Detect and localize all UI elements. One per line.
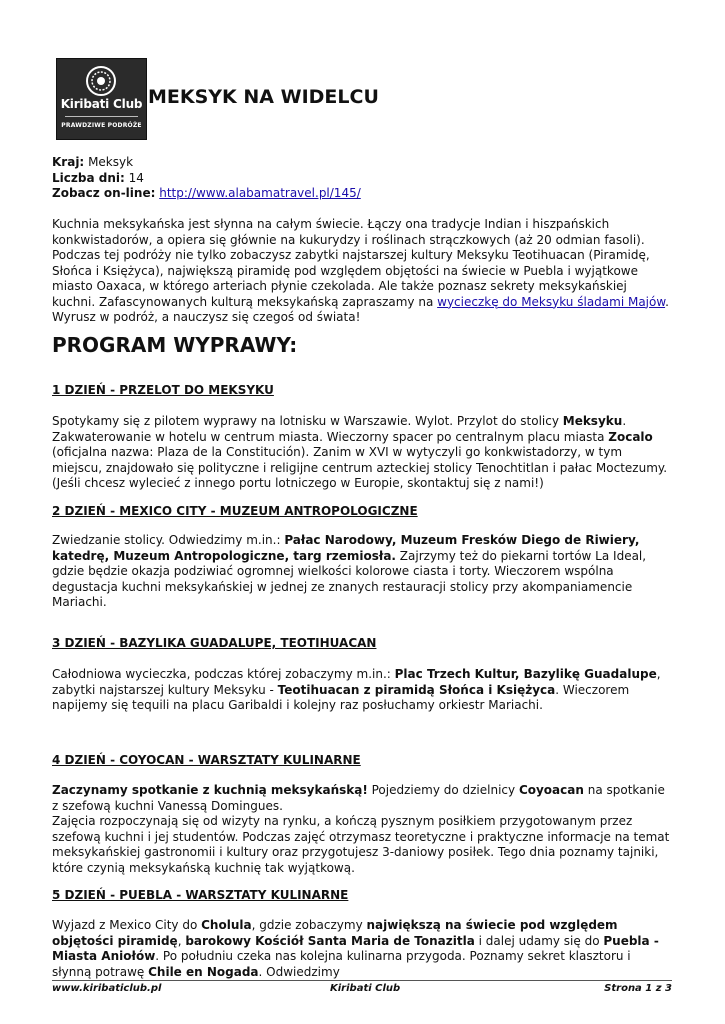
page-title: MEKSYK NA WIDELCU	[148, 86, 379, 108]
emblem-icon	[85, 65, 117, 97]
trip-meta	[52, 155, 361, 202]
day-2-text	[52, 533, 672, 611]
kiribati-club-logo	[56, 58, 147, 140]
intro-paragraph	[52, 217, 672, 326]
footer-page-number: Strona 1 z 3	[604, 983, 672, 994]
days-value: 14	[128, 170, 144, 185]
day-highlight: Zaczynamy spotkanie z kuchnią meksykańską!	[52, 783, 368, 797]
day-text: . Wieczorem napijemy się tequili na placu Garibaldi i kolejny raz posłuchamy orkiestr Mariachi.	[52, 682, 630, 712]
logo-brand: Kiribati Club	[60, 97, 143, 111]
day-highlight: Pałac Narodowy, Muzeum Fresków Diego de Riwiery, katedrę, Muzeum Antropologiczne, targ rzemiosła.	[52, 533, 640, 563]
footer-divider	[52, 980, 672, 981]
day-text: Całodniowa wycieczka, podczas której zobaczymy m.in.:	[52, 667, 395, 681]
day-4-heading: 4 DZIEŃ - COYOCAN - WARSZTATY KULINARNE	[52, 753, 361, 767]
country-row	[52, 155, 361, 171]
day-text: , gdzie zobaczymy	[251, 918, 367, 932]
day-text: . Odwiedzimy	[258, 964, 340, 979]
day-highlight: Zocalo	[608, 429, 653, 444]
day-5-heading: 5 DZIEŃ - PUEBLA - WARSZTATY KULINARNE	[52, 888, 349, 902]
days-row	[52, 171, 361, 187]
day-text: Zajęcia rozpoczynają się od wizyty na rynku, a kończą pysznym posiłkiem przygotowanym przez szefową kuchni i jej studentów. Podczas zajęć otrzymasz teoretyczne i praktyczne informacje na temat meksykańskiej gastronomii i kultury oraz przygotujesz 3-daniowy posiłek. Tego dnia poznamy tajniki, które czynią meksykańską kuchnię tak wyjątkową.	[52, 814, 670, 875]
logo-tagline: PRAWDZIWE PODRÓŻE	[61, 122, 142, 129]
day-highlight: Plac Trzech Kultur, Bazylikę Guadalupe	[394, 667, 657, 681]
day-3-text	[52, 667, 672, 714]
day-text: Pojedziemy do dzielnicy	[367, 783, 519, 797]
day-note: (Jeśli chcesz wylecieć z innego portu lotniczego w Europie, skontaktuj się z nami!)	[52, 476, 544, 490]
online-row	[52, 186, 361, 202]
day-highlight: Cholula	[201, 918, 252, 932]
days-label: Liczba dni:	[52, 170, 125, 185]
day-highlight: największą na świecie pod względem objętości piramidę	[52, 918, 618, 948]
day-text: , zabytki najstarszej kultury Meksyku -	[52, 667, 661, 697]
day-highlight: Chile en Nogada	[148, 964, 259, 979]
day-text: ,	[177, 933, 186, 948]
day-highlight: barokowy Kościół Santa Maria de Tonazitla	[185, 933, 475, 948]
day-text: i dalej udamy się do	[474, 933, 604, 948]
footer-website: www.kiribaticlub.pl	[52, 983, 162, 994]
intro-text: Kuchnia meksykańska jest słynna na całym świecie. Łączy ona tradycje Indian i hiszpańskich konkwistadorów, a opiera się głównie na kukurydzy i roślinach strączkowych (aż 20 odmian fasoli). Podczas tej podróży nie tylko zobaczysz zabytki najstarszej kultury Meksyku Teotihuacan (Piramidę, Słońca i Księżyca), największą piramidę pod względem objętości na świecie w Puebla i wyjątkowe miasto Oaxaca, w którego arteriach płynie czekolada. Ale także poznasz sekrety meksykańskiej kuchni. Zafascynowanych kulturą meksykańską zapraszamy na	[52, 217, 650, 309]
day-highlight: Coyoacan	[518, 783, 584, 797]
country-label: Kraj:	[52, 155, 85, 169]
logo-divider	[65, 116, 138, 117]
day-2-heading: 2 DZIEŃ - MEXICO CITY - MUZEUM ANTROPOLOGICZNE	[52, 504, 418, 518]
maya-trip-link[interactable]: wycieczkę do Meksyku śladami Majów	[437, 294, 666, 309]
day-highlight: Puebla - Miasta Aniołów	[52, 933, 659, 963]
day-3-heading: 3 DZIEŃ - BAZYLIKA GUADALUPE, TEOTIHUACAN	[52, 636, 377, 650]
country-value: Meksyk	[88, 155, 134, 169]
day-text: Spotykamy się z pilotem wyprawy na lotnisku w Warszawie. Wylot. Przylot do stolicy	[52, 414, 563, 428]
day-highlight: Teotihuacan z piramidą Słońca i Księżyca	[277, 682, 556, 697]
day-text: Zwiedzanie stolicy. Odwiedzimy m.in.:	[52, 533, 285, 547]
program-heading: PROGRAM WYPRAWY:	[52, 333, 298, 357]
online-link[interactable]: http://www.alabamatravel.pl/145/	[159, 186, 361, 200]
day-4-text	[52, 783, 672, 876]
day-1-heading: 1 DZIEŃ - PRZELOT DO MEKSYKU	[52, 383, 274, 397]
online-label: Zobacz on-line:	[52, 186, 156, 200]
intro-text-end: . Wyrusz w podróż, a nauczysz się czegoś od świata!	[52, 294, 669, 324]
day-highlight: Meksyku	[562, 414, 623, 428]
footer-brand: Kiribati Club	[330, 983, 401, 994]
day-5-text	[52, 918, 672, 980]
day-text: na spotkanie z szefową kuchni Vanessą Domingues.	[52, 783, 665, 813]
day-1-text	[52, 414, 672, 492]
day-text: . Zakwaterowanie w hotelu w centrum miasta. Wieczorny spacer po centralnym placu miasta	[52, 414, 627, 444]
day-text: . Po południu czeka nas kolejna kulinarna przygoda. Poznamy sekret klasztoru i słynną potrawę	[52, 949, 631, 979]
day-text: (oficjalna nazwa: Plaza de la Constitución). Zanim w XVI w wytyczyli go konkwistadorzy, w tym miejscu, znajdowało się polityczne i religijne centrum azteckiej stolicy Tenochtitlan i pałac Moctezumy.	[52, 445, 668, 475]
day-text: Wyjazd z Mexico City do	[52, 918, 202, 932]
day-text: Zajrzymy też do piekarni tortów La Ideal, gdzie będzie okazja podziwiać ogromnej wielkości kolorowe ciasta i torty. Wieczorem wspólna degustacja kuchni meksykańskiej w jednej ze znanych restauracji stolicy przy akompaniamencie Mariachi.	[52, 548, 647, 609]
